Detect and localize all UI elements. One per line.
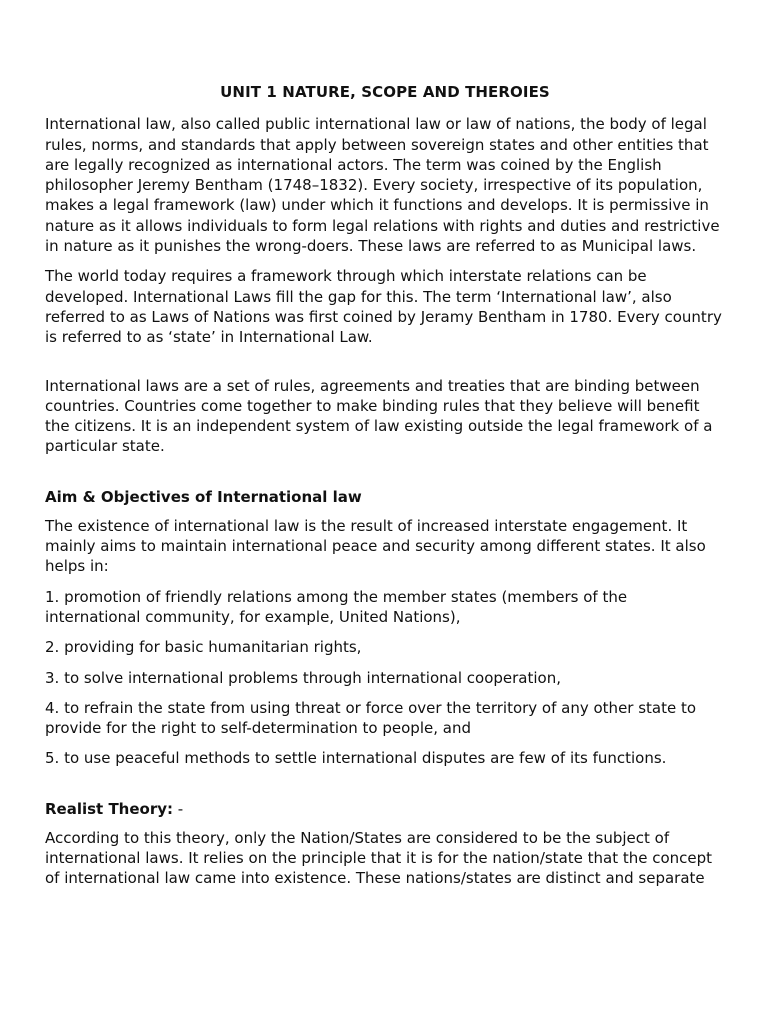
- aims-list-item: 3. to solve international problems through international cooperation,: [45, 668, 561, 687]
- rules-paragraph: International laws are a set of rules, agreements and treaties that are binding between countries. Countries come together to make binding rules that they believe will benefit the citizens. It is an independent system of law existing outside the legal framework of a particular state.: [45, 376, 713, 456]
- realist-heading: [45, 799, 725, 819]
- aims-intro: The existence of international law is the result of increased interstate engagement. It mainly aims to maintain international peace and security among different states. It also helps in:: [45, 516, 706, 576]
- realist-heading-label: Realist Theory:: [45, 799, 174, 818]
- intro-paragraph: International law, also called public international law or law of nations, the body of legal rules, norms, and standards that apply between sovereign states and other entities that are legally recognized as international actors. The term was coined by the English philosopher Jeremy Bentham (1748–1832). Every society, irrespective of its population, makes a legal framework (law) under which it functions and develops. It is permissive in nature as it allows individuals to form legal relations with rights and duties and restrictive in nature as it punishes the wrong-doers. These laws are referred to as Municipal laws.: [45, 115, 720, 256]
- aims-list-item: 2. providing for basic humanitarian rights,: [45, 638, 362, 657]
- aims-list-item: 1. promotion of friendly relations among the member states (members of the international community, for example, United Nations),: [45, 587, 628, 626]
- page-title: UNIT 1 NATURE, SCOPE AND THEROIES: [220, 83, 550, 101]
- realist-heading-dash: -: [173, 799, 184, 818]
- framework-paragraph: The world today requires a framework through which interstate relations can be developed. International Laws fill the gap for this. The term ‘International law’, also referred to as Laws of Nations was first coined by Jeramy Bentham in 1780. Every country is referred to as ‘state’ in International Law.: [45, 267, 722, 347]
- aims-list-item: 4. to refrain the state from using threat or force over the territory of any other state to provide for the right to self-determination to people, and: [45, 698, 697, 738]
- aims-heading: Aim & Objectives of International law: [45, 487, 362, 506]
- document-page: [45, 82, 725, 899]
- realist-paragraph: According to this theory, only the Nation/States are considered to be the subject of international laws. It relies on the principle that it is for the nation/state that the concept of international law came into existence. These nations/states are distinct and separate: [45, 828, 713, 888]
- aims-list-item: 5. to use peaceful methods to settle international disputes are few of its functions.: [45, 749, 667, 768]
